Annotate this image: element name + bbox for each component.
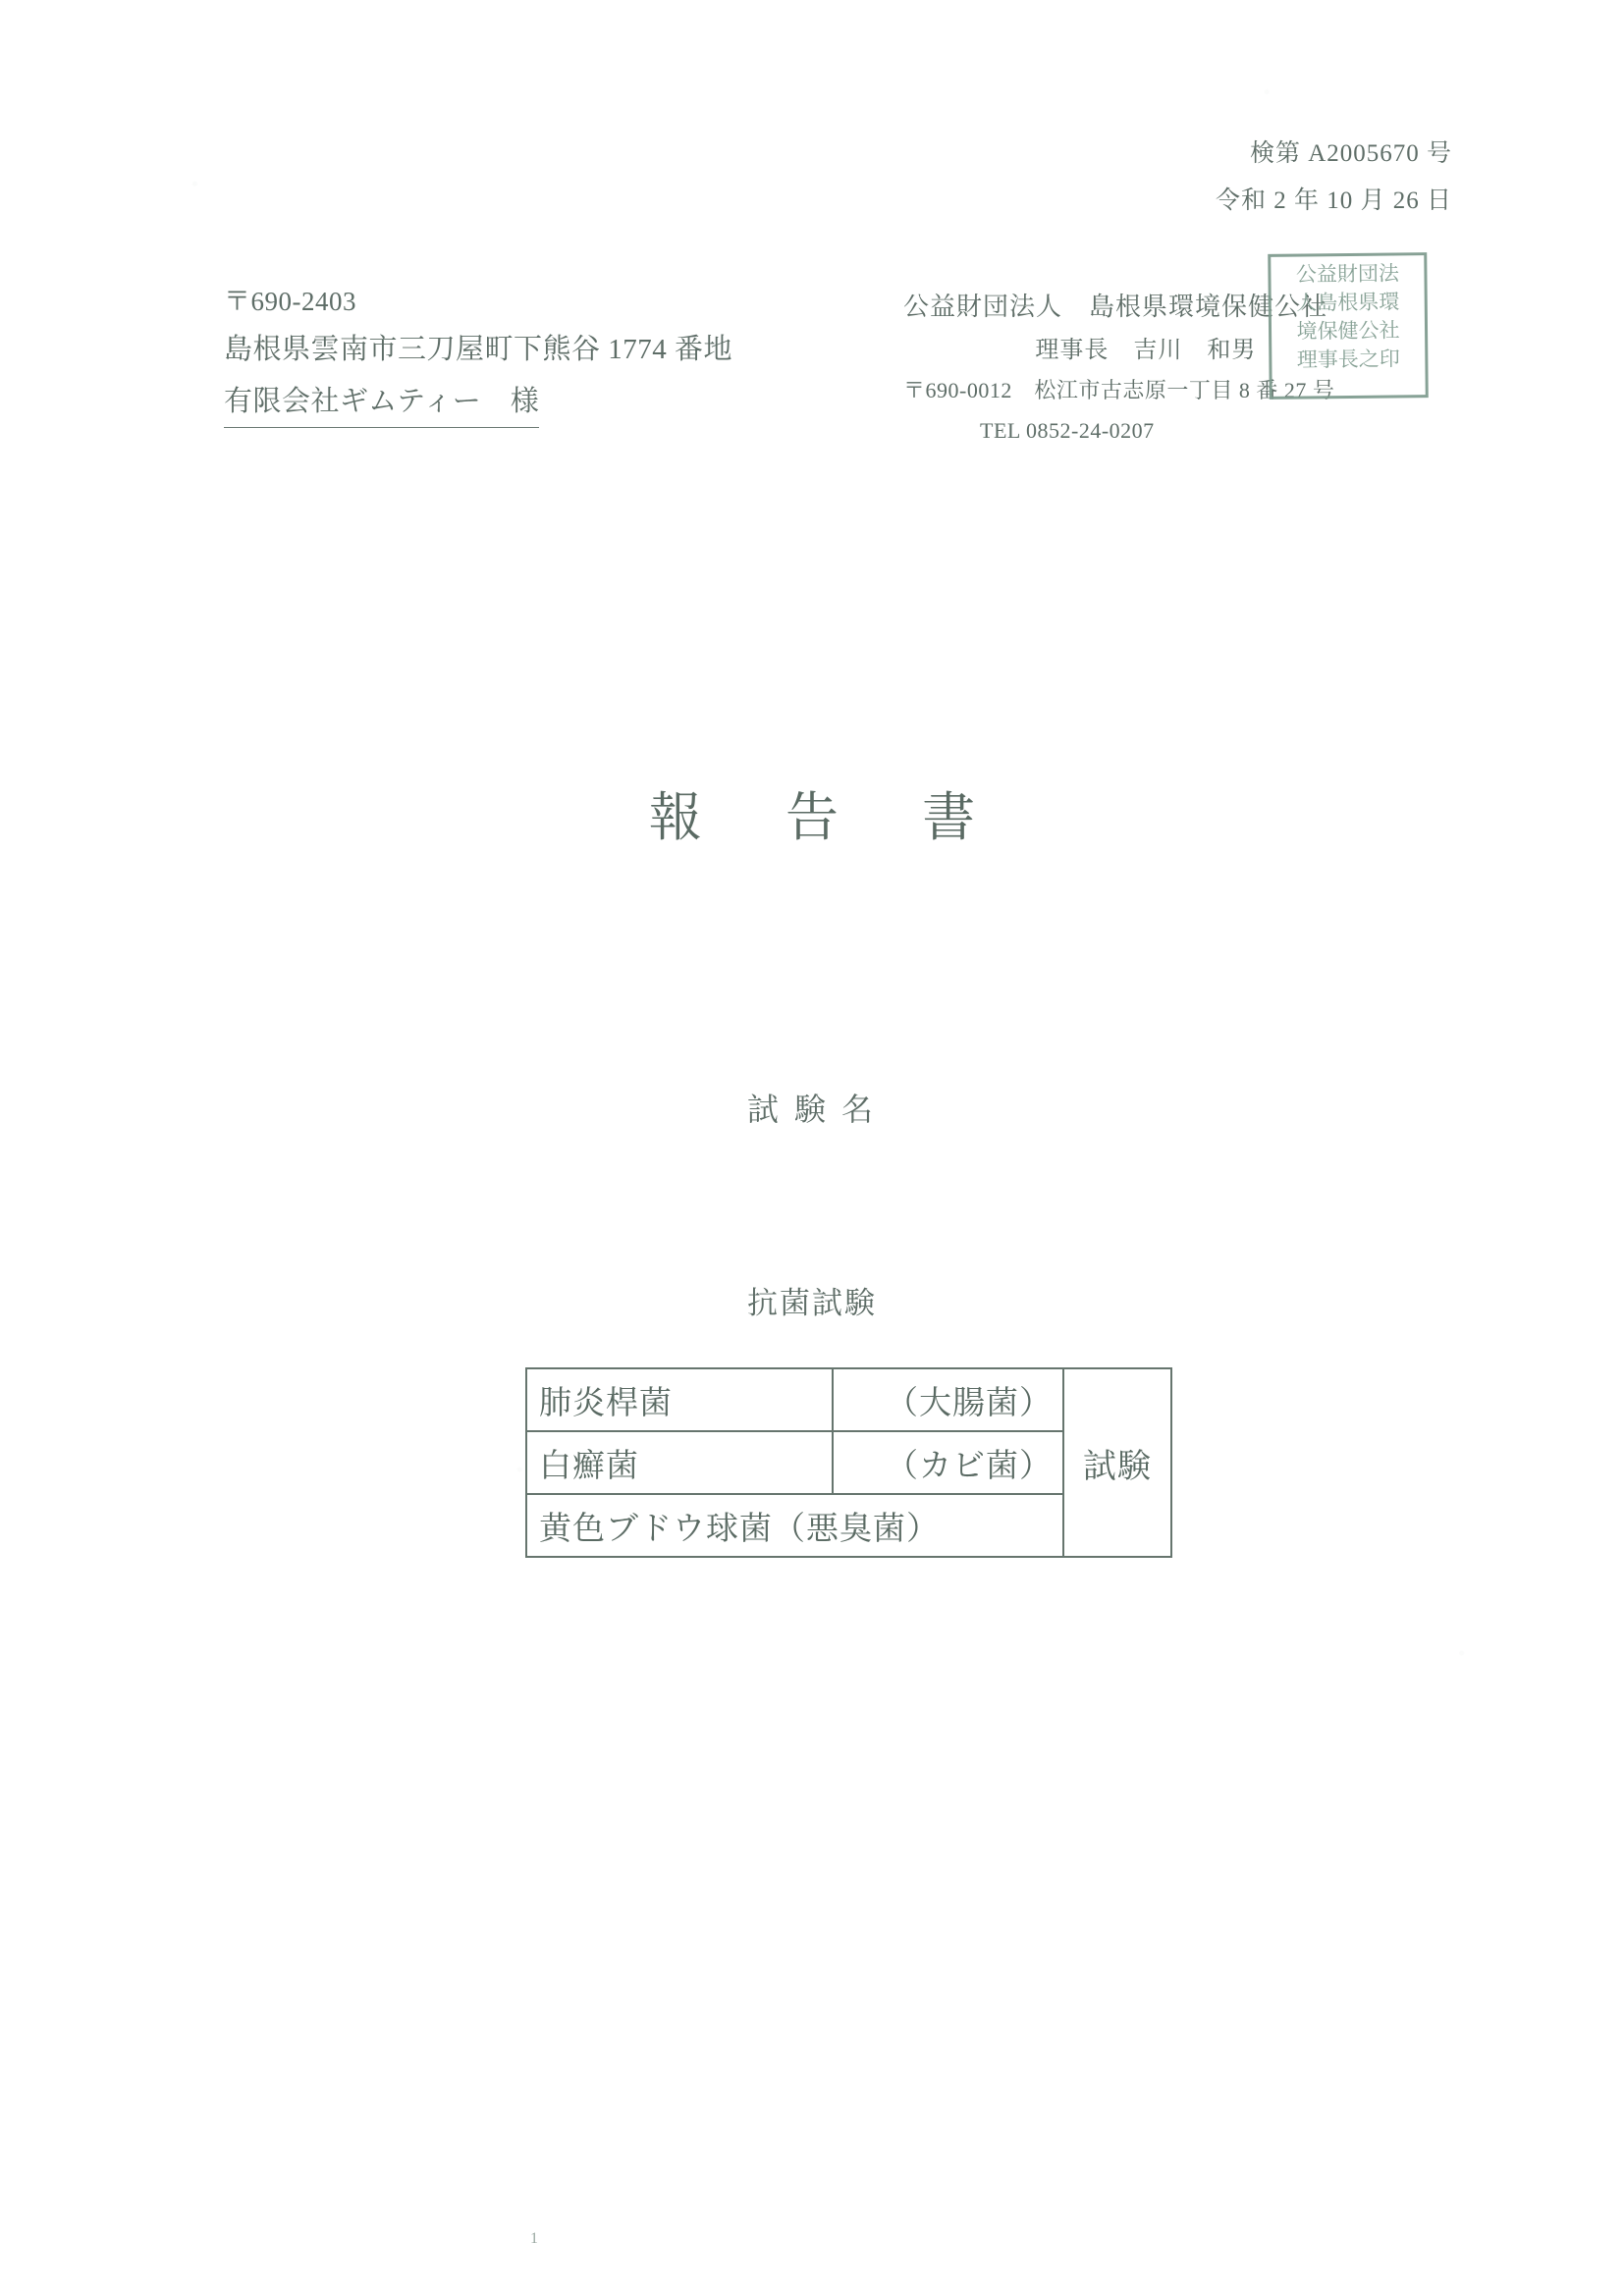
seal-line-3: 境保健公社 (1296, 318, 1400, 344)
recipient-address: 島根県雲南市三刀屋町下熊谷 1774 番地 (224, 333, 733, 365)
seal-line-2: 人島根県環 (1296, 290, 1400, 315)
page-title: 報 告 書 (648, 786, 1009, 848)
document-date: 令和 2 年 10 月 26 日 (1215, 187, 1452, 214)
recipient-company: 有限会社ギムティー 様 (224, 380, 539, 428)
official-seal-stamp (1268, 252, 1429, 400)
issuer-chief: 理事長 吉川 和男 (1035, 337, 1257, 363)
recipient-block (224, 282, 732, 428)
seal-line-4: 理事長之印 (1296, 347, 1400, 372)
test-target-table (525, 1367, 1172, 1558)
table-cell-organism: 肺炎桿菌 (526, 1368, 833, 1431)
issuer-address: 〒690-0012 松江市古志原一丁目 8 番 27 号 (903, 377, 1335, 402)
issuer-organization: 公益財団法人 島根県環境保健公社 (903, 293, 1328, 321)
footer-mark: 1 (530, 2230, 538, 2247)
table-cell-alias: （カビ菌） (833, 1431, 1063, 1494)
issuer-telephone: TEL 0852-24-0207 (980, 418, 1155, 444)
seal-line-1: 公益財団法 (1295, 261, 1400, 287)
test-label: 試 験 名 (746, 1092, 877, 1127)
table-cell-organism: 黄色ブドウ球菌（悪臭菌） (526, 1494, 1063, 1557)
document-number: 検第 A2005670 号 (1249, 140, 1452, 167)
test-name: 抗菌試験 (747, 1286, 877, 1320)
document-header-right (1216, 131, 1452, 224)
table-cell-alias: （大腸菌） (833, 1368, 1063, 1431)
table-cell-vertical-label: 試験 (1063, 1368, 1171, 1557)
table-cell-organism: 白癬菌 (526, 1431, 833, 1494)
recipient-postal-code: 〒690-2403 (224, 287, 356, 316)
table-row (526, 1368, 1171, 1431)
